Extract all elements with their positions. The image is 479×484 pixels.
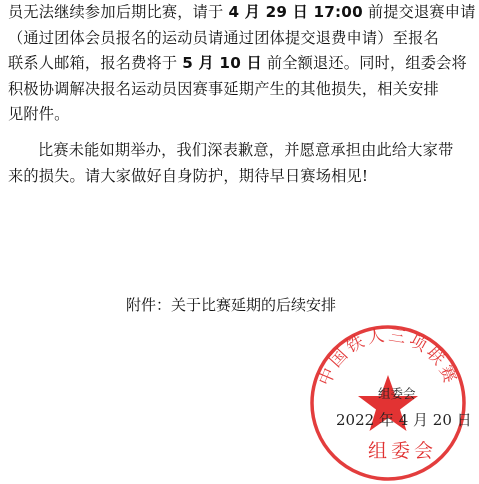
- seal-center-text: 组委会: [368, 440, 438, 462]
- paragraph-1-line-3: [8, 51, 473, 77]
- paragraph-2-line-2: 来的损失。请大家做好自身防护，期待早日赛场相见!: [8, 166, 369, 185]
- paragraph-1-line-2: （通过团体会员报名的运动员请通过团体提交退费申请）至报名: [8, 28, 439, 47]
- notice-paragraph-2: [8, 138, 473, 189]
- paragraph-1-line-5: 见附件。: [8, 105, 70, 123]
- notice-paragraph-1: [8, 0, 476, 128]
- refund-date: 5 月 10 日: [182, 54, 262, 72]
- paragraph-1-line-1: [8, 0, 476, 26]
- withdrawal-deadline: 4 月 29 日 17:00: [228, 3, 363, 21]
- signature-organizer: 组委会: [378, 386, 416, 401]
- line-text: 前全额退还。同时，组委会将: [266, 54, 467, 72]
- line-text: 前提交退赛申请: [367, 3, 476, 21]
- line-text: 员无法继续参加后期比赛，请于: [8, 3, 224, 21]
- signature-date: 2022 年 4 月 20 日: [336, 411, 472, 429]
- paragraph-2-line-1: 比赛未能如期举办，我们深表歉意，并愿意承担由此给大家带: [38, 141, 454, 159]
- line-text: 联系人邮箱，报名费将于: [8, 54, 178, 72]
- seal-ring-text: 中国铁人三项联赛: [315, 325, 461, 389]
- attachment-note: 附件：关于比赛延期的后续安排: [126, 296, 337, 314]
- paragraph-1-line-4: 积极协调解决报名运动员因赛事延期产生的其他损失，相关安排: [8, 79, 439, 98]
